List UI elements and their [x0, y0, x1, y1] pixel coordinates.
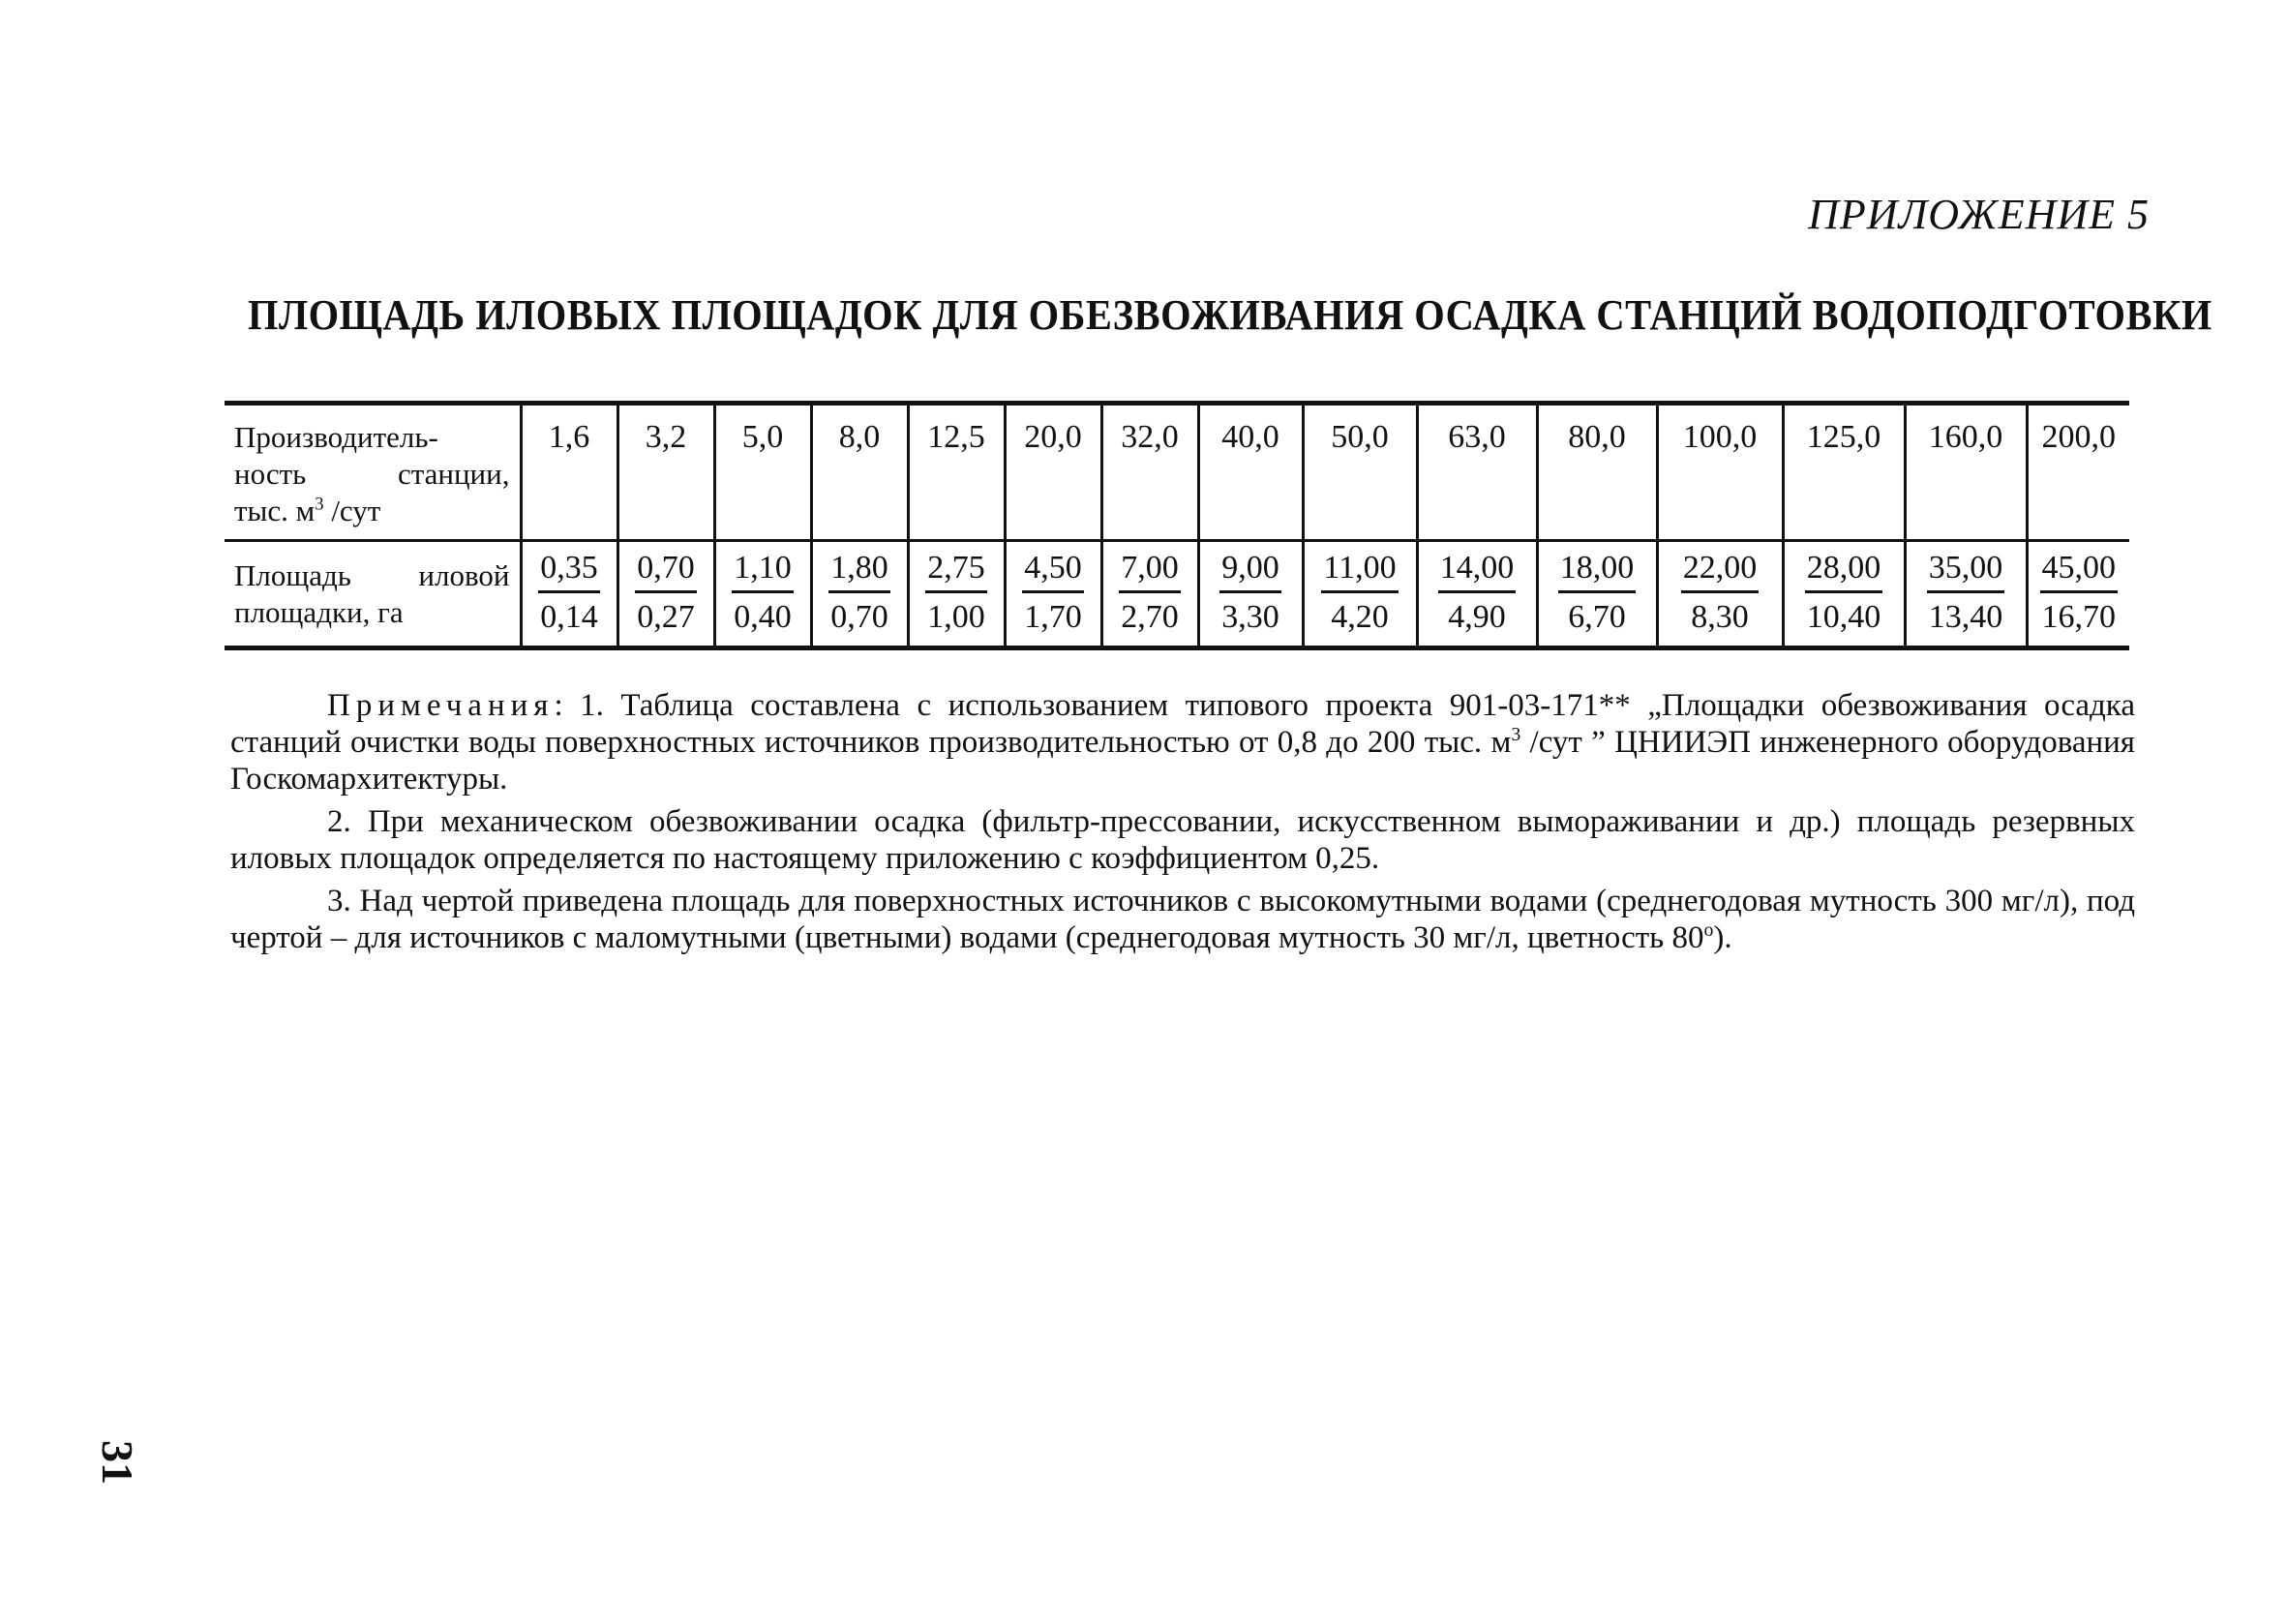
capacity-label-line1: Производитель- [234, 420, 438, 454]
area-low-turbidity: 4,20 [1331, 599, 1389, 635]
area-low-turbidity: 2,70 [1121, 599, 1179, 635]
area-high-turbidity: 14,00 [1438, 550, 1517, 593]
appendix-label: ПРИЛОЖЕНИЕ 5 [1808, 191, 2150, 238]
area-cell [1005, 541, 1101, 648]
area-low-turbidity: 0,40 [734, 599, 792, 635]
capacity-cell: 100,0 [1657, 404, 1783, 541]
area-high-turbidity: 1,10 [732, 550, 794, 593]
area-high-turbidity: 28,00 [1805, 550, 1883, 593]
area-high-turbidity: 11,00 [1321, 550, 1398, 593]
area-label-cell [225, 541, 521, 648]
note-3: 3. Над чертой приведена площадь для поверхностных источников с высокомутными водами (среднегодовая мутность 300 мг/л), под чертой – для источников с маломутными (цветными) водами (среднегодовая мутность 30 мг/л, цветность $80^о$). [230, 884, 2135, 955]
area-high-turbidity: 35,00 [1927, 550, 2005, 593]
area-high-turbidity: 4,50 [1022, 550, 1084, 593]
area-cell [714, 541, 811, 648]
capacity-label-line2: ность станции, [234, 457, 510, 491]
area-low-turbidity: 0,27 [637, 599, 695, 635]
area-label-line2: площадки, га [234, 595, 404, 629]
area-cell [1657, 541, 1783, 648]
area-low-turbidity: 0,70 [830, 599, 888, 635]
area-high-turbidity: 2,75 [925, 550, 987, 593]
area-low-turbidity: 16,70 [2041, 599, 2116, 635]
capacity-cell: 20,0 [1005, 404, 1101, 541]
area-cell [1198, 541, 1303, 648]
area-low-turbidity: 4,90 [1448, 599, 1506, 635]
area-high-turbidity: 0,35 [538, 550, 600, 593]
capacity-cell: 125,0 [1783, 404, 1905, 541]
area-cell [1303, 541, 1417, 648]
capacity-cell: 5,0 [714, 404, 811, 541]
area-cell [617, 541, 714, 648]
capacity-cell: 63,0 [1417, 404, 1537, 541]
area-low-turbidity: 1,70 [1024, 599, 1082, 635]
capacity-cell: 80,0 [1537, 404, 1657, 541]
capacity-cell: 8,0 [811, 404, 908, 541]
area-low-turbidity: 3,30 [1221, 599, 1279, 635]
note-1: Примечания: 1. Таблица составлена с использованием типового проекта 901-03-171** „Площадки обезвоживания осадка станций очистки воды поверхностных источников производительностью от 0,8 до 200 тыс. $м^3$ /сут ” ЦНИИЭП инженерного оборудования Госкомархитектуры. [230, 688, 2135, 797]
area-cell [1783, 541, 1905, 648]
area-high-turbidity: 9,00 [1219, 550, 1281, 593]
area-low-turbidity: 1,00 [927, 599, 985, 635]
area-cell [811, 541, 908, 648]
page-title: ПЛОЩАДЬ ИЛОВЫХ ПЛОЩАДОК ДЛЯ ОБЕЗВОЖИВАНИЯ ОСАДКА СТАНЦИЙ ВОДОПОДГОТОВКИ [248, 291, 2212, 339]
area-high-turbidity: 45,00 [2040, 550, 2119, 593]
note-2: 2. При механическом обезвоживании осадка (фильтр-прессовании, искусственном вымораживании и др.) площадь резервных иловых площадок определяется по настоящему приложению с коэффициентом 0,25. [230, 804, 2135, 876]
capacity-label-cell [225, 404, 521, 541]
capacity-cell: 32,0 [1101, 404, 1198, 541]
capacity-cell: 200,0 [2027, 404, 2129, 541]
area-cell [2027, 541, 2129, 648]
capacity-cell: 40,0 [1198, 404, 1303, 541]
capacity-cell: 50,0 [1303, 404, 1417, 541]
capacity-label-line3: тыс. $м^3$ /сут [234, 494, 381, 527]
capacity-cell: 160,0 [1905, 404, 2027, 541]
area-cell [908, 541, 1005, 648]
capacity-row [225, 404, 2129, 541]
area-high-turbidity: 7,00 [1119, 550, 1181, 593]
capacity-cell: 3,2 [617, 404, 714, 541]
area-low-turbidity: 6,70 [1568, 599, 1626, 635]
area-cell [1417, 541, 1537, 648]
capacity-cell: 1,6 [521, 404, 617, 541]
area-row [225, 541, 2129, 648]
area-high-turbidity: 22,00 [1681, 550, 1760, 593]
area-low-turbidity: 13,40 [1928, 599, 2003, 635]
sludge-area-table [225, 401, 2129, 650]
area-cell [521, 541, 617, 648]
notes-heading: Примечания [327, 688, 555, 723]
area-low-turbidity: 8,30 [1691, 599, 1749, 635]
area-cell [1537, 541, 1657, 648]
notes-section [230, 687, 2135, 956]
page-number: 31 [93, 1440, 142, 1485]
capacity-cell: 12,5 [908, 404, 1005, 541]
area-label-line1: Площадь иловой [234, 558, 510, 592]
area-high-turbidity: 1,80 [828, 550, 890, 593]
area-high-turbidity: 18,00 [1558, 550, 1637, 593]
area-cell [1101, 541, 1198, 648]
area-high-turbidity: 0,70 [635, 550, 697, 593]
area-low-turbidity: 10,40 [1806, 599, 1881, 635]
area-low-turbidity: 0,14 [540, 599, 598, 635]
area-cell [1905, 541, 2027, 648]
